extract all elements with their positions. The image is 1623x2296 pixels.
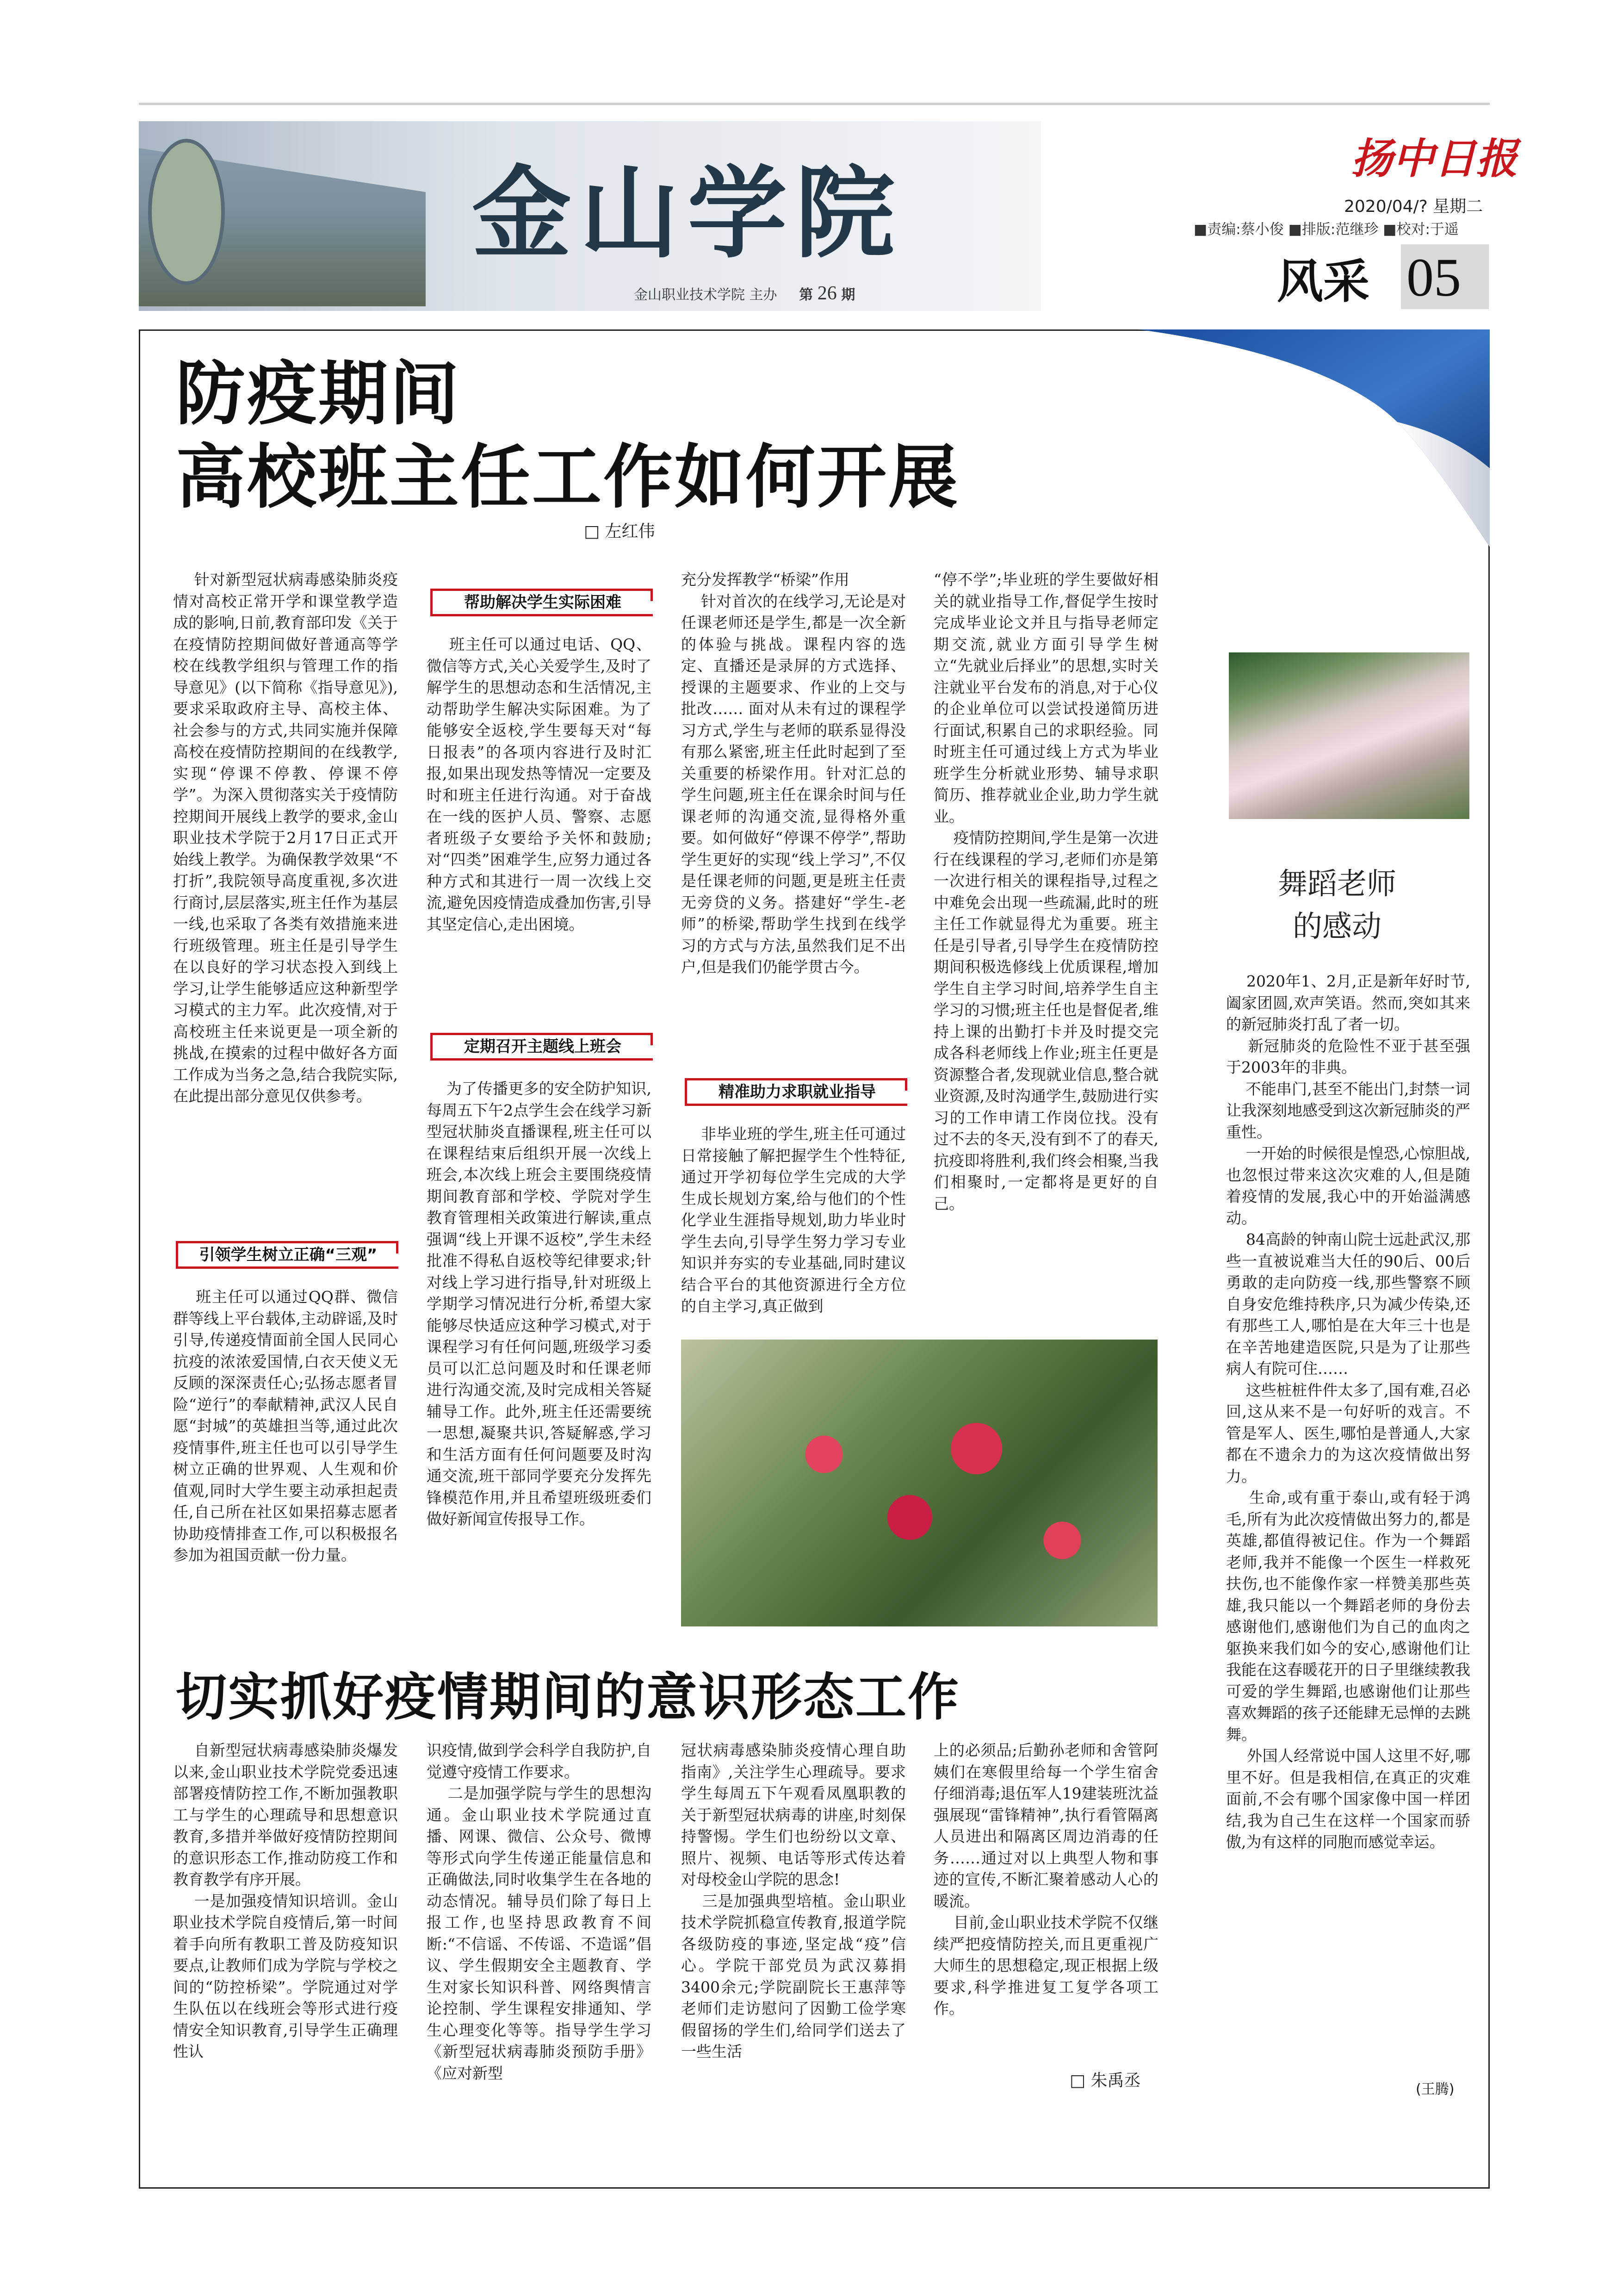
article2-col2: 识疫情,做到学会科学自我防护,自觉遵守疫情工作要求。 二是加强学院与学生的思想沟通。金山职业技术学院通过直播、网课、微信、公众号、微博等形式向学生传递正能量信息和正确做法,同时收集学生在各地的动态情况。辅导员们除了每日上报工作,也坚持思政教育不间断:“不信谣、不传谣、不造谣”倡议、学生假期安全主题教育、学生对家长知识科普、网络舆情言论控制、学生课程安排通知、学生心理变化等等。指导学生学习《新型冠状病毒肺炎预防手册》《应对新型 [427, 1741, 651, 2082]
article1-col1-intro: 针对新型冠状病毒感染肺炎疫情对高校正常开学和课堂教学造成的影响,日前,教育部印发《关于在疫情防控期间做好普通高等学校在线教学组织与管理工作的指导意见》(以下简称《指导意见》),要求采取政府主导、高校主体、社会参与的方式,共同实施并保障高校在疫情防控期间的在线教学,实现“停课不停教、停课不停学”。为深入贯彻落实关于疫情防控期间开展线上教学的要求,金山职业技术学院于2月17日正式开始线上教学。为确保教学效果“不打折”,我院领导高度重视,多次进行商讨,层层落实,班主任作为基层一线,也采取了各类有效措施来进行班级管理。班主任是引导学生在以良好的学习状态投入到线上学习,让学生能够适应这种新型学习模式的主力军。此次疫情,对于高校班主任来说更是一项全新的挑战,在摸索的过程中做好各方面工作成为当务之急,结合我院实际,在此提出部分意见仅供参考。 [173, 571, 398, 1105]
issue-weekday: 星期二 [1433, 197, 1483, 216]
article1-col1-section: 班主任可以通过QQ群、微信群等线上平台载体,主动辟谣,及时引导,传递疫情面前全国人民同心抗疫的浓浓爱国情,白衣天使义无反顾的深深责任心;弘扬志愿者冒险“逆行”的奉献精神,武汉人民自愿“封城”的英雄担当等,通过此次疫情事件,班主任也可以引导学生树立正确的世界观、人生观和价值观,同时大学生要主动承担起责任,自己所在社区如果招募志愿者协助疫情排查工作,可以积极报名参加为祖国贡献一份力量。 [173, 1288, 398, 1564]
article1-title-line2: 高校班主任工作如何开展 [176, 437, 960, 518]
issue-suffix: 期 [841, 287, 855, 303]
article2-col4: 上的必须品;后勤孙老师和舍管阿姨们在寒假里给每一个学生宿舍仔细消毒;退伍军人19建装班沈益强展现“雷锋精神”,执行看管隔离人员进出和隔离区周边消毒的任务……通过对以上典型人物和事迹的宣传,不断汇聚着感动人心的暖流。 目前,金山职业技术学院不仅继续严把疫情防控关,而且更重视广大师生的思想稳定,现正根据上级要求,科学推进复工复学各项工作。 [934, 1741, 1158, 2017]
masthead-title: 金山学院 [472, 155, 903, 272]
article1-byline: □ 左红伟 [584, 522, 655, 541]
staff-credits: ■责编:蔡小俊 ■排版:范继珍 ■校对:于遥 [1194, 221, 1459, 238]
article1-subhead-1: 引领学生树立正确“三观” [176, 1241, 398, 1269]
article1-title-line1: 防疫期间 [176, 354, 461, 434]
camellia-photo [681, 1340, 1158, 1626]
article1-col2-section-2: 为了传播更多的安全防护知识,每周五下午2点学生会在线学习新型冠状肺炎直播课程,班主任可以在课程结束后组织开展一次线上班会,本次线上班会主要围绕疫情期间教育部和学校、学院对学生教育管理相关政策进行解读,重点强调“线上开课不返校”,学生未经批准不得私自返校等纪律要求;针对线上学习进行指导,针对班级上学期学习情况进行分析,希望大家能够尽快适应这种学习模式,对于课程学习有任何问题,班级学习委员可以汇总问题及时和任课老师进行沟通交流,及时完成相关答疑辅导工作。此外,班主任还需要统一思想,凝聚共识,答疑解惑,学习和生活方面有任何问题要及时沟通交流,班干部同学要充分发挥先锋模范作用,并且希望班级班委们做好新闻宣传报导工作。 [427, 1080, 651, 1528]
sidebar-body: 2020年1、2月,正是新年好时节,阖家团圆,欢声笑语。然而,突如其来的新冠肺炎打乱了者一切。 新冠肺炎的危险性不亚于甚至强于2003年的非典。 不能串门,甚至不能出门,封禁一词让我深刻地感受到这次新冠肺炎的严重性。 一开始的时候很是惶恐,心惊胆战,也忽恨过带来这次灾难的人,但是随着疫情的发展,我心中的开始溢满感动。 84高龄的钟南山院士远赴武汉,那些一直被说难当大任的90后、00后勇敢的走向防疫一线,那些警察不顾自身安危维持秩序,只为减少传染,还有那些工人,哪怕是在大年三十也是在辛苦地建造医院,只是为了让那些病人有院可住…… 这些桩桩件件太多了,国有难,召必回,这从来不是一句好听的戏言。不管是军人、医生,哪怕是普通人,大家都在不遗余力的为这次疫情做出努力。 生命,或有重于泰山,或有轻于鸿毛,所有为此次疫情做出努力的,都是英雄,都值得被记住。作为一个舞蹈老师,我并不能像一个医生一样救死扶伤,也不能像作家一样赞美那些英雄,我只能以一个舞蹈老师的身份去感谢他们,感谢他们为自己的血肉之躯换来我们如今的安心,感谢他们让我能在这春暖花开的日子里继续教我可爱的学生舞蹈,也感谢他们让那些喜欢舞蹈的孩子还能肆无忌惮的去跳舞。 外国人经常说中国人这里不好,哪里不好。但是我相信,在真正的灾难面前,不会有哪个国家像中国一样团结,我为自己生在这样一个国家而骄傲,为有这样的同胞而感觉幸运。 [1226, 972, 1471, 1851]
article2-col3: 冠状病毒感染肺炎疫情心理自助指南》,关注学生心理疏导。要求学生每周五下午观看凤凰职教的关于新型冠状病毒的讲座,时刻保持警惕。学生们也纷纷以文章、照片、视频、电话等形式传达着对母校金山学院的思念! 三是加强典型培植。金山职业技术学院抓稳宣传教育,报道学院各级防疫的事迹,坚定战“疫”信心。学院干部党员为武汉募捐3400余元;学院副院长王惠萍等老师们走访慰问了因勤工俭学寒假留扬的学生们,给同学们送去了一些生活 [681, 1741, 906, 2060]
article2-col1: 自新型冠状病毒感染肺炎爆发以来,金山职业技术学院党委迅速部署疫情防控工作,不断加强教职工与学生的心理疏导和思想意识教育,多措并举做好疫情防控期间的意识形态工作,推动防疫工作和教育教学有序开展。 一是加强疫情知识培训。金山职业技术学院自疫情后,第一时间着手向所有教职工普及防疫知识要点,让教师们成为学院与学校之间的“防控桥梁”。学院通过对学生队伍以在线班会等形式进行疫情安全知识教育,引导学生正确理性认 [173, 1741, 398, 2060]
article1-subhead-4: 精准助力求职就业指导 [685, 1078, 907, 1106]
date-line [1344, 193, 1483, 217]
issue-number: 26 [817, 283, 837, 304]
issue-prefix: 第 [799, 287, 813, 303]
article1-col4-text: “停不学”;毕业班的学生要做好相关的就业指导工作,督促学生按时完成毕业论文并且与指导老师定期交流,就业方面引导学生树立“先就业后择业”的思想,实时关注就业平台发布的消息,对于心仪的企业单位可以尝试投递简历进行面试,积累自己的求职经验。同时班主任可通过线上方式为毕业班学生分析就业形势、辅导求职简历、推荐就业企业,助力学生就业。 疫情防控期间,学生是第一次进行在线课程的学习,老师们亦是第一次进行相关的课程指导,过程之中难免会出现一些疏漏,此时的班主任工作就显得尤为重要。班主任是引导者,引导学生在疫情防控期间积极选修线上优质课程,增加学生自主学习时间,培养学生自主学习的习惯;班主任也是督促者,维持上课的出勤打卡并及时提交完成各科老师线上作业;班主任更是资源整合者,发现就业信息,整合就业资源,及时沟通学生,鼓励进行实习的工作申请工作岗位找。没有过不去的冬天,没有到不了的春天,抗疫即将胜利,我们终会相聚,当我们相聚时,一定都将是更好的自己。 [934, 571, 1158, 1213]
moon-gate-image [148, 139, 225, 285]
article1-col3-section: 非毕业班的学生,班主任可通过日常接触了解把握学生个性特征,通过开学初每位学生完成的大学生成长规划方案,给与他们的个性化学业生涯指导规划,助力毕业时学生去向,引导学生努力学习专业知识并夯实的专业基础,同时建议结合平台的其他资源进行全方位的自主学习,真正做到 [681, 1125, 906, 1315]
page-number: 05 [1406, 247, 1461, 308]
section-name: 风采 [1277, 254, 1369, 309]
sidebar-title-line1: 舞蹈老师 [1278, 867, 1396, 901]
top-rule [139, 103, 1490, 105]
article1-col3-text: 充分发挥教学“桥梁”作用 针对首次的在线学习,无论是对任课老师还是学生,都是一次全新的体验与挑战。课程内容的选定、直播还是录屏的方式选择、授课的主题要求、作业的上交与批改…… 面对从未有过的课程学习方式,学生与老师的联系显得没有那么紧密,班主任此时起到了至关重要的桥梁作用。针对汇总的学生问题,班主任在课余时间与任课老师的沟通交流,显得格外重要。如何做好“停课不停学”,帮助学生更好的实现“线上学习”,不仅是任课老师的问题,更是班主任责无旁贷的义务。搭建好“学生-老师”的桥梁,帮助学生找到在线学习的方式与方法,虽然我们足不出户,但是我们仍能学贯古今。 [681, 571, 906, 976]
sidebar-title-line2: 的感动 [1293, 910, 1381, 944]
article1-subhead-3: 定期召开主题线上班会 [430, 1033, 653, 1061]
newspaper-logo: 扬中日报 [1351, 134, 1518, 183]
article1-headline [176, 353, 960, 519]
article2-byline: □ 朱禹丞 [1070, 2071, 1141, 2090]
article2-headline: 切实抓好疫情期间的意识形态工作 [176, 1668, 960, 1727]
article1-subhead-2: 帮助解决学生实际困难 [430, 589, 653, 616]
page-curl-graphic [1138, 329, 1490, 547]
sidebar-title [1249, 863, 1425, 948]
blossom-photo [1229, 652, 1469, 819]
sponsor-text: 金山职业技术学院 主办 [634, 287, 777, 303]
issue-date: 2020/04/? [1344, 197, 1428, 216]
article1-col2-section: 班主任可以通过电话、QQ、微信等方式,关心关爱学生,及时了解学生的思想动态和生活情况,主动帮助学生解决实际困难。为了能够安全返校,学生要每天对“每日报表”的各项内容进行及时汇报,如果出现发热等情况一定要及时和班主任进行沟通。对于奋战在一线的医护人员、警察、志愿者班级子女要给予关怀和鼓励;对“四类”困难学生,应努力通过各种方式和其进行一周一次线上交流,避免因疫情造成叠加伤害,引导其坚定信心,走出困境。 [427, 635, 651, 933]
masthead-sponsor [634, 282, 855, 304]
sidebar-signature: (王腾) [1416, 2081, 1455, 2097]
